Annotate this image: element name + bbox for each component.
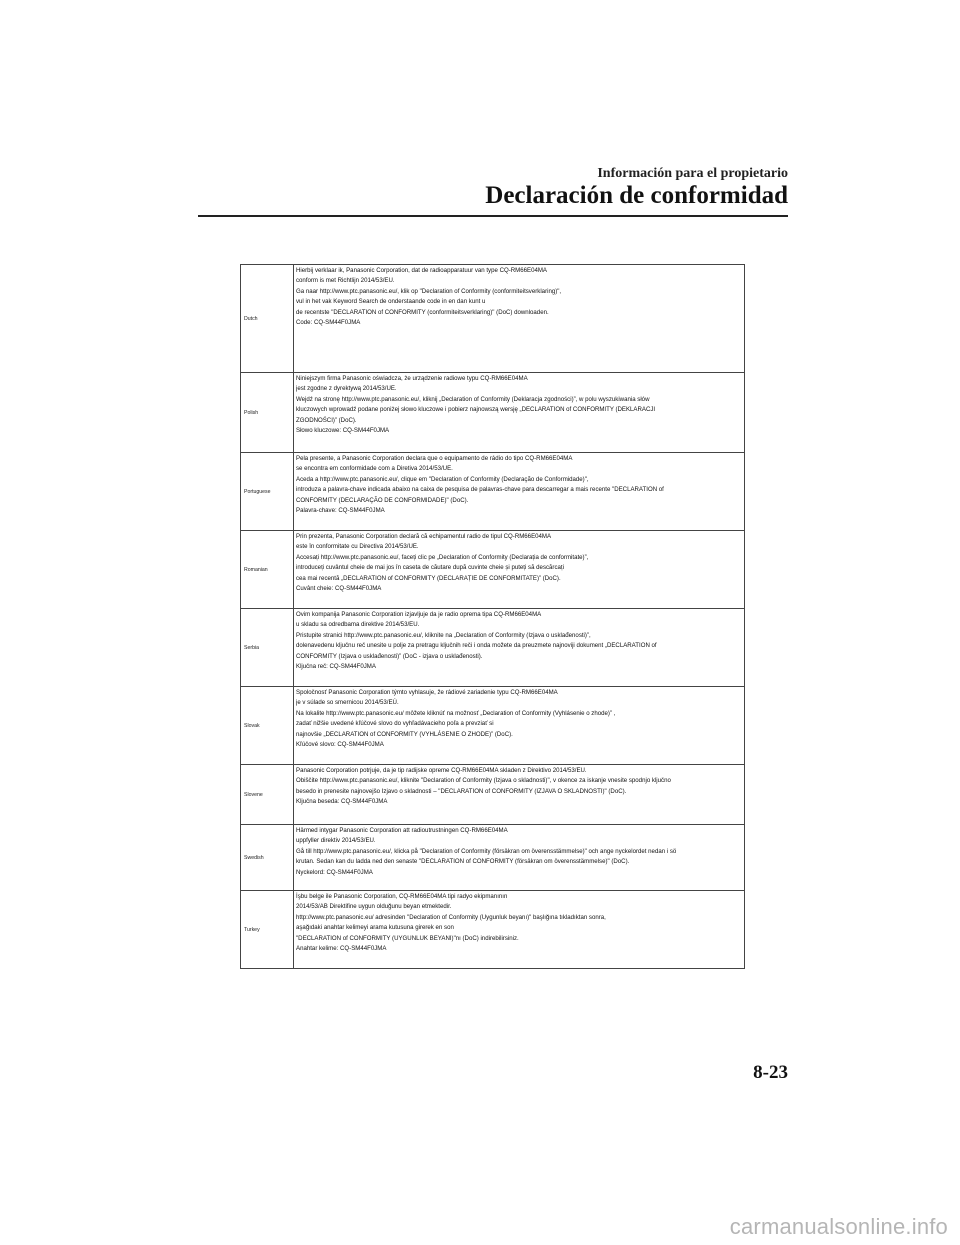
declaration-line: Ovim kompanija Panasonic Corporation izjavljuje da je radio oprema tipa CQ-RM66E04MA <box>296 611 542 618</box>
declaration-line: Code: CQ-SM44F0JMA <box>296 319 361 327</box>
declaration-line: Prin prezenta, Panasonic Corporation declară că echipamentul radio de tipul CQ-RM66E04MA <box>296 533 552 540</box>
declaration-row <box>241 687 745 765</box>
declaration-row <box>241 609 745 687</box>
declaration-language: Portuguese <box>241 453 294 531</box>
declaration-line: introduza a palavra-chave indicada abaixo na caixa de pesquisa de palavras-chave para descarregar a mais recente "DECLARATION of <box>296 486 664 494</box>
declaration-line: krutan. Sedan kan du ladda ned den senaste "DECLARATION of CONFORMITY (försäkran om överensstämmelse)" (DoC). <box>296 858 630 866</box>
declaration-line: Pristupite stranici http://www.ptc.panasonic.eu/, kliknite na „Declaration of Conformity (Izjava o usklađenosti)”, <box>296 631 591 639</box>
header-rule <box>198 215 788 217</box>
declaration-line: cea mai recentă „DECLARATION of CONFORMITY (DECLARAȚIE DE CONFORMITATE)” (DoC). <box>296 574 561 582</box>
declaration-line: Hierbij verklaar ik, Panasonic Corporation, dat de radioapparatuur van type CQ-RM66E04MA <box>296 267 547 274</box>
declaration-line: je v súlade so smernicou 2014/53/EÚ. <box>296 699 399 707</box>
declaration-text <box>294 765 745 825</box>
declaration-line: Nyckelord: CQ-SM44F0JMA <box>296 868 373 876</box>
declaration-line: Gå till http://www.ptc.panasonic.eu/, klicka på "Declaration of Conformity (försäkran om överensstämmelse)" och ange nyckelordet nedan i sö <box>296 847 677 855</box>
declaration-text <box>294 891 745 969</box>
declaration-line: CONFORMITY (Izjava o usklađenosti)” (DoC - izjava o usklađenosti). <box>296 652 483 660</box>
declaration-line: este în conformitate cu Directiva 2014/53/UE. <box>296 543 419 551</box>
declaration-line: Słowo kluczowe: CQ-SM44F0JMA <box>296 427 390 435</box>
declaration-line: najnovšie „DECLARATION of CONFORMITY (VYHLÁSENIE O ZHODE)” (DoC). <box>296 730 513 738</box>
declaration-line: conform is met Richtlijn 2014/53/EU. <box>296 277 395 285</box>
declaration-line: Cuvânt cheie: CQ-SM44F0JMA <box>296 585 382 593</box>
declaration-line: İşbu belge ile Panasonic Corporation, CQ-RM66E04MA tipi radyo ekipmanının <box>296 893 508 900</box>
declaration-table-body <box>241 265 745 969</box>
declaration-line: Wejdź na stronę http://www.ptc.panasonic.eu/, kliknij „Declaration of Conformity (Deklaracja zgodności)”, w polu wyszukiwania słów <box>296 395 650 403</box>
declaration-language: Swedish <box>241 825 294 891</box>
declaration-line: Ga naar http://www.ptc.panasonic.eu/, klik op "Declaration of Conformity (conformiteitsverklaring)", <box>296 287 562 295</box>
declaration-line: Anahtar kelime: CQ-SM44F0JMA <box>296 945 387 953</box>
declaration-line: besedo in prenesite najnovejšo Izjavo o skladnosti – "DECLARATION of CONFORMITY (IZJAVA O SKLADNOSTI)" (DoC). <box>296 787 627 795</box>
declaration-text <box>294 825 745 891</box>
declaration-text <box>294 531 745 609</box>
declaration-line: Accesați http://www.ptc.panasonic.eu/, faceți clic pe „Declaration of Conformity (Declarația de conformitate)”, <box>296 553 589 561</box>
declaration-language: Dutch <box>241 265 294 373</box>
declaration-line: kluczowych wprowadź podane poniżej słowo kluczowe i pobierz najnowszą wersję „DECLARATION of CONFORMITY (DEKLARACJI <box>296 406 656 414</box>
declaration-line: Ključna reč: CQ-SM44F0JMA <box>296 663 376 671</box>
declaration-line: CONFORMITY (DECLARAÇÃO DE CONFORMIDADE)" (DoC). <box>296 496 469 504</box>
declaration-row <box>241 891 745 969</box>
declaration-language: Polish <box>241 373 294 453</box>
declaration-row <box>241 531 745 609</box>
declaration-line: introduceți cuvântul cheie de mai jos în caseta de căutare după cuvinte cheie și puteți să descărcați <box>296 564 564 572</box>
section-label: Información para el propietario <box>597 166 788 181</box>
declaration-line: Palavra-chave: CQ-SM44F0JMA <box>296 507 385 515</box>
declaration-line: dolenavedenu ključnu reč unesite u polje za pretragu ključnih reči i onda možete da preuzmete najnoviji dokument „DECLARATION of <box>296 642 657 650</box>
declaration-row <box>241 453 745 531</box>
declaration-line: de recentste "DECLARATION of CONFORMITY (conformiteitsverklaring)" (DoC) downloaden. <box>296 308 549 316</box>
declaration-text <box>294 265 745 373</box>
declaration-language: Slovene <box>241 765 294 825</box>
declaration-line: Obiščite http://www.ptc.panasonic.eu/, kliknite "Declaration of Conformity (Izjava o skladnosti)", v okence za iskanje vnesite spodnjo ključno <box>296 777 671 785</box>
declaration-line: aşağıdaki anahtar kelimeyi arama kutusuna girerek en son <box>296 924 454 932</box>
declaration-line: http://www.ptc.panasonic.eu/ adresinden "Declaration of Conformity (Uygunluk beyanı)" başlığına tıkladıktan sonra, <box>296 913 606 921</box>
declaration-line: Na lokalite http://www.ptc.panasonic.eu/ môžete kliknúť na možnosť „Declaration of Conformity (Vyhlásenie o zhode)” , <box>296 709 616 717</box>
declaration-row <box>241 373 745 453</box>
watermark: carmanualsonline.info <box>729 1214 948 1239</box>
declaration-line: Pela presente, a Panasonic Corporation declara que o equipamento de rádio do tipo CQ-RM66E04MA <box>296 455 573 462</box>
declaration-line: ZGODNOŚCI)” (DoC). <box>296 416 357 424</box>
declaration-language: Romanian <box>241 531 294 609</box>
declaration-language: Turkey <box>241 891 294 969</box>
declaration-line: Härmed intygar Panasonic Corporation att radioutrustningen CQ-RM66E04MA <box>296 827 508 834</box>
declaration-text <box>294 453 745 531</box>
declaration-text <box>294 373 745 453</box>
declaration-line: jest zgodne z dyrektywą 2014/53/UE. <box>296 385 397 393</box>
page-title: Declaración de conformidad <box>485 182 788 209</box>
declaration-text <box>294 687 745 765</box>
declaration-line: 2014/53/AB Direktifine uygun olduğunu beyan etmektedir. <box>296 903 452 911</box>
declaration-line: Aceda a http://www.ptc.panasonic.eu/, clique em "Declaration of Conformity (Declaração de Conformidade)", <box>296 475 589 483</box>
declaration-line: Niniejszym firma Panasonic oświadcza, że urządzenie radiowe typu CQ-RM66E04MA <box>296 375 528 382</box>
declaration-line: u skladu sa odredbama direktive 2014/53/EU. <box>296 621 420 629</box>
declaration-table <box>240 264 745 969</box>
declaration-line: Ključna beseda: CQ-SM44F0JMA <box>296 798 388 806</box>
declaration-line: Kľúčové slovo: CQ-SM44F0JMA <box>296 741 384 749</box>
page-number: 8-23 <box>753 1062 788 1083</box>
declaration-line: se encontra em conformidade com a Diretiva 2014/53/UE. <box>296 465 453 473</box>
declaration-line: uppfyller direktiv 2014/53/EU. <box>296 837 376 845</box>
declaration-line: Spoločnosť Panasonic Corporation týmto vyhlasuje, že rádiové zariadenie typu CQ-RM66E04MA <box>296 689 558 696</box>
declaration-line: Panasonic Corporation potrjuje, da je tip radijske opreme CQ-RM66E04MA skladen z Direktivo 2014/53/EU. <box>296 767 587 774</box>
declaration-text <box>294 609 745 687</box>
declaration-line: zadať nižšie uvedené kľúčové slovo do vyhľadávacieho poľa a prevziať si <box>296 720 494 728</box>
declaration-language: Serbia <box>241 609 294 687</box>
declaration-row <box>241 825 745 891</box>
declaration-language: Slovak <box>241 687 294 765</box>
declaration-row <box>241 765 745 825</box>
declaration-row <box>241 265 745 373</box>
declaration-line: "DECLARATION of CONFORMITY (UYGUNLUK BEYANI)"nı (DoC) indirebilirsiniz. <box>296 934 519 942</box>
declaration-line: vul in het vak Keyword Search de onderstaande code in en dan kunt u <box>296 298 486 306</box>
